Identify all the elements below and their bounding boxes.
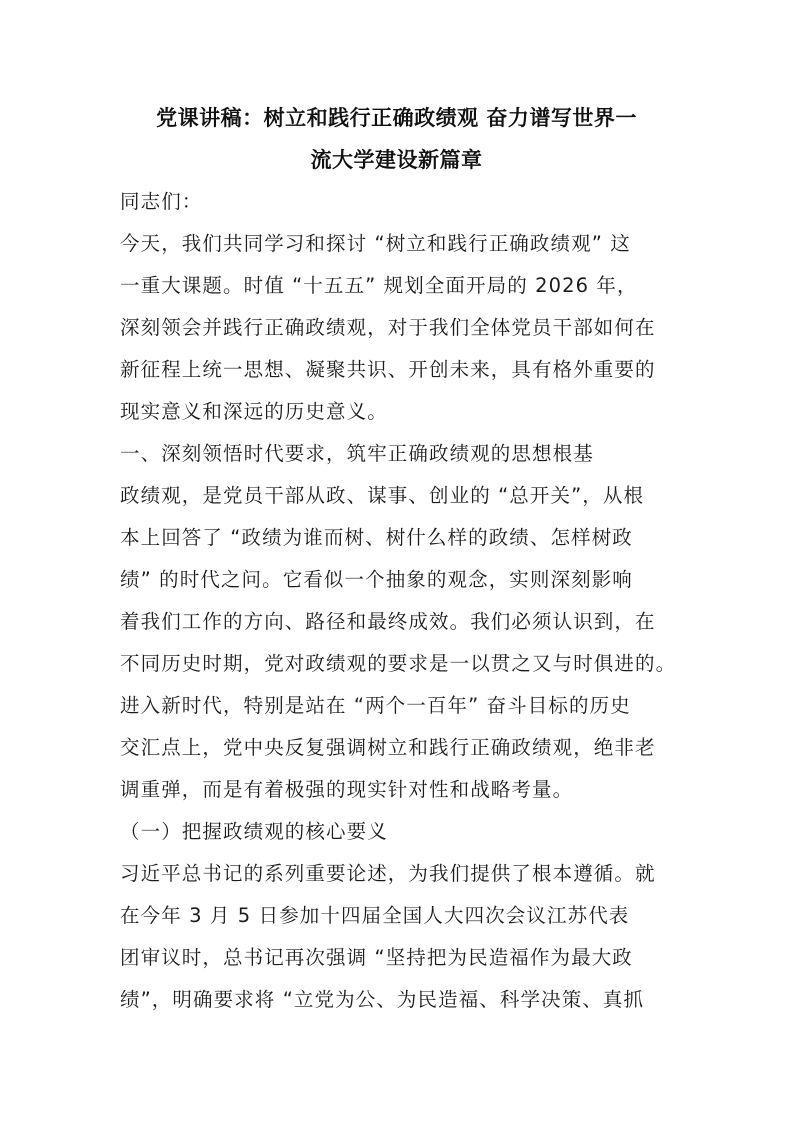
subsection-heading-1: （一）把握政绩观的核心要义 <box>120 820 388 843</box>
body-line: 今天，我们共同学习和探讨 “树立和践行正确政绩观” 这 <box>120 232 631 255</box>
body-line: 在今年 3 月 5 日参加十四届全国人大四次会议江苏代表 <box>120 904 630 927</box>
body-line: 深刻领会并践行正确政绩观，对于我们全体党员干部如何在 <box>120 316 656 339</box>
section-heading-1: 一、深刻领悟时代要求，筑牢正确政绩观的思想根基 <box>120 442 594 465</box>
body-line: 进入新时代，特别是站在 “两个一百年” 奋斗目标的历史 <box>120 694 631 717</box>
document-title-line-2: 流大学建设新篇章 <box>310 148 483 172</box>
body-line: 绩”，明确要求将 “立党为公、为民造福、科学决策、真抓 <box>120 988 645 1011</box>
body-line: 交汇点上，党中央反复强调树立和践行正确政绩观，绝非老 <box>120 736 656 759</box>
salutation: 同志们： <box>120 190 203 213</box>
body-line: 习近平总书记的系列重要论述，为我们提供了根本遵循。就 <box>120 862 656 885</box>
body-line: 着我们工作的方向、路径和最终成效。我们必须认识到，在 <box>120 610 656 633</box>
body-line: 本上回答了 “政绩为谁而树、树什么样的政绩、怎样树政 <box>120 526 633 549</box>
body-line: 团审议时，总书记再次强调 “坚持把为民造福作为最大政 <box>120 946 633 969</box>
document-title-line-1: 党课讲稿：树立和践行正确政绩观 奋力谱写世界一 <box>156 106 637 130</box>
body-line: 政绩观，是党员干部从政、谋事、创业的 “总开关”，从根 <box>120 484 645 507</box>
body-line: 调重弹，而是有着极强的现实针对性和战略考量。 <box>120 778 574 801</box>
body-line: 绩” 的时代之问。它看似一个抽象的观念，实则深刻影响 <box>120 568 633 591</box>
body-line: 一重大课题。时值 “十五五” 规划全面开局的 2026 年， <box>120 274 638 297</box>
body-line: 不同历史时期，党对政绩观的要求是一以贯之又与时俱进的。 <box>120 652 677 675</box>
body-line: 新征程上统一思想、凝聚共识、开创未来，具有格外重要的 <box>120 358 656 381</box>
body-line: 现实意义和深远的历史意义。 <box>120 400 388 423</box>
